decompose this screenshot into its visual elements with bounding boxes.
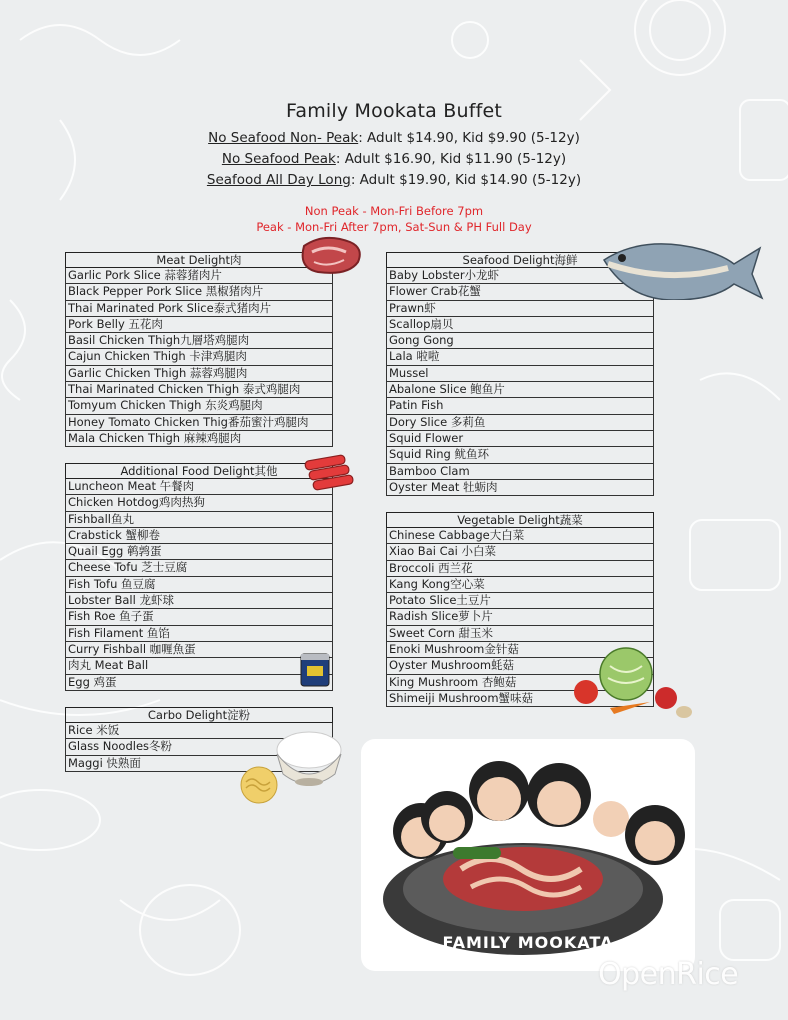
menu-item: Thai Marinated Chicken Thigh 泰式鸡腿肉 [65, 382, 333, 398]
menu-item: Curry Fishball 咖喱魚蛋 [65, 642, 333, 658]
menu-item: Squid Ring 鱿鱼环 [386, 447, 654, 463]
menu-item: Rice 米饭 [65, 723, 333, 739]
canned-meat-icon [299, 650, 331, 690]
menu-item: King Mushroom 杏鲍菇 [386, 675, 654, 691]
price-label: No Seafood Non- Peak [208, 130, 359, 146]
menu-item: Lala 啦啦 [386, 349, 654, 365]
menu-item: Tomyum Chicken Thigh 东炎鸡腿肉 [65, 398, 333, 414]
table-title: Carbo Delight淀粉 [65, 707, 333, 723]
menu-item: Xiao Bai Cai 小白菜 [386, 544, 654, 560]
openrice-watermark: OpenRice [598, 957, 739, 992]
menu-item: Crabstick 蟹柳卷 [65, 528, 333, 544]
peak-info [0, 203, 788, 235]
menu-item: Garlic Chicken Thigh 蒜蓉鸡腿肉 [65, 366, 333, 382]
menu-item: Gong Gong [386, 333, 654, 349]
table-title: Vegetable Delight蔬菜 [386, 512, 654, 528]
price-line [0, 170, 788, 191]
price-line [0, 149, 788, 170]
menu-item: Glass Noodles冬粉 [65, 739, 333, 755]
table-title: Additional Food Delight其他 [65, 463, 333, 479]
menu-item: Dory Slice 多莉鱼 [386, 415, 654, 431]
menu-item: Quail Egg 鹌鹑蛋 [65, 544, 333, 560]
menu-item: Flower Crab花蟹 [386, 284, 654, 300]
price-value: : Adult $14.90, Kid $9.90 (5-12y) [358, 130, 580, 146]
family-mookata-logo [361, 739, 695, 971]
crabstick-icon [301, 452, 359, 492]
menu-item: Abalone Slice 鲍鱼片 [386, 382, 654, 398]
table-title: Seafood Delight海鲜 [386, 252, 654, 268]
menu-item: Black Pepper Pork Slice 黑椒猪肉片 [65, 284, 333, 300]
meat-delight-table [65, 252, 333, 447]
menu-item: Chinese Cabbage大白菜 [386, 528, 654, 544]
menu-item: Broccoli 西兰花 [386, 561, 654, 577]
header [0, 100, 788, 235]
price-label: No Seafood Peak [221, 151, 336, 167]
menu-item: Thai Marinated Pork Slice泰式猪肉片 [65, 301, 333, 317]
menu-item: Pork Belly 五花肉 [65, 317, 333, 333]
menu-item: Bamboo Clam [386, 464, 654, 480]
page-title: Family Mookata Buffet [285, 100, 503, 122]
menu-item: Oyster Meat 牡蛎肉 [386, 480, 654, 496]
menu-item: Basil Chicken Thigh九層塔鸡腿肉 [65, 333, 333, 349]
menu-item: Fishball鱼丸 [65, 512, 333, 528]
peak-text: Peak - Mon-Fri After 7pm, Sat-Sun & PH Full Day [256, 220, 532, 234]
menu-item: Shimeiji Mushroom蟹味菇 [386, 691, 654, 707]
fish-icon [598, 234, 764, 300]
menu-item: Fish Tofu 鱼豆腐 [65, 577, 333, 593]
menu-item: Lobster Ball 龙虾球 [65, 593, 333, 609]
menu-item: Egg 鸡蛋 [65, 675, 333, 691]
menu-item: Mussel [386, 366, 654, 382]
menu-item: Honey Tomato Chicken Thig番茄蜜汁鸡腿肉 [65, 415, 333, 431]
menu-item: Luncheon Meat 午餐肉 [65, 479, 333, 495]
noodles-icon [238, 764, 280, 806]
menu-item: Patin Fish [386, 398, 654, 414]
non-peak-text: Non Peak - Mon-Fri Before 7pm [304, 204, 484, 218]
menu-item: Kang Kong空心菜 [386, 577, 654, 593]
table-title: Meat Delight肉 [65, 252, 333, 268]
price-value: : Adult $16.90, Kid $11.90 (5-12y) [335, 151, 567, 167]
menu-item: Potato Slice土豆片 [386, 593, 654, 609]
vegetables-icon [570, 646, 694, 722]
menu-item: Radish Slice萝卜片 [386, 609, 654, 625]
menu-item: Garlic Pork Slice 蒜蓉猪肉片 [65, 268, 333, 284]
menu-item: Squid Flower [386, 431, 654, 447]
menu-item: Scallop扇贝 [386, 317, 654, 333]
menu-item: Enoki Mushroom金针菇 [386, 642, 654, 658]
steak-icon [298, 234, 362, 276]
menu-item: Sweet Corn 甜玉米 [386, 626, 654, 642]
menu-item: Fish Roe 鱼子蛋 [65, 609, 333, 625]
menu-item: Maggi 快熟面 [65, 756, 333, 772]
logo-text: FAMILY MOOKATA [442, 933, 614, 952]
menu-item: Oyster Mushroom蚝菇 [386, 658, 654, 674]
additional-food-table [65, 463, 333, 691]
price-value: : Adult $19.90, Kid $14.90 (5-12y) [350, 172, 582, 188]
menu-item: Mala Chicken Thigh 麻辣鸡腿肉 [65, 431, 333, 447]
price-label: Seafood All Day Long [206, 172, 351, 188]
menu-item: Fish Filament 鱼馅 [65, 626, 333, 642]
menu-item: Cajun Chicken Thigh 卡津鸡腿肉 [65, 349, 333, 365]
rice-bowl-icon [272, 722, 346, 792]
price-line [0, 128, 788, 149]
menu-item: Chicken Hotdog鸡肉热狗 [65, 495, 333, 511]
menu-item: Prawn虾 [386, 301, 654, 317]
menu-item: Baby Lobster小龙虾 [386, 268, 654, 284]
menu-item: 肉丸 Meat Ball [65, 658, 333, 674]
menu-item: Cheese Tofu 芝士豆腐 [65, 560, 333, 576]
